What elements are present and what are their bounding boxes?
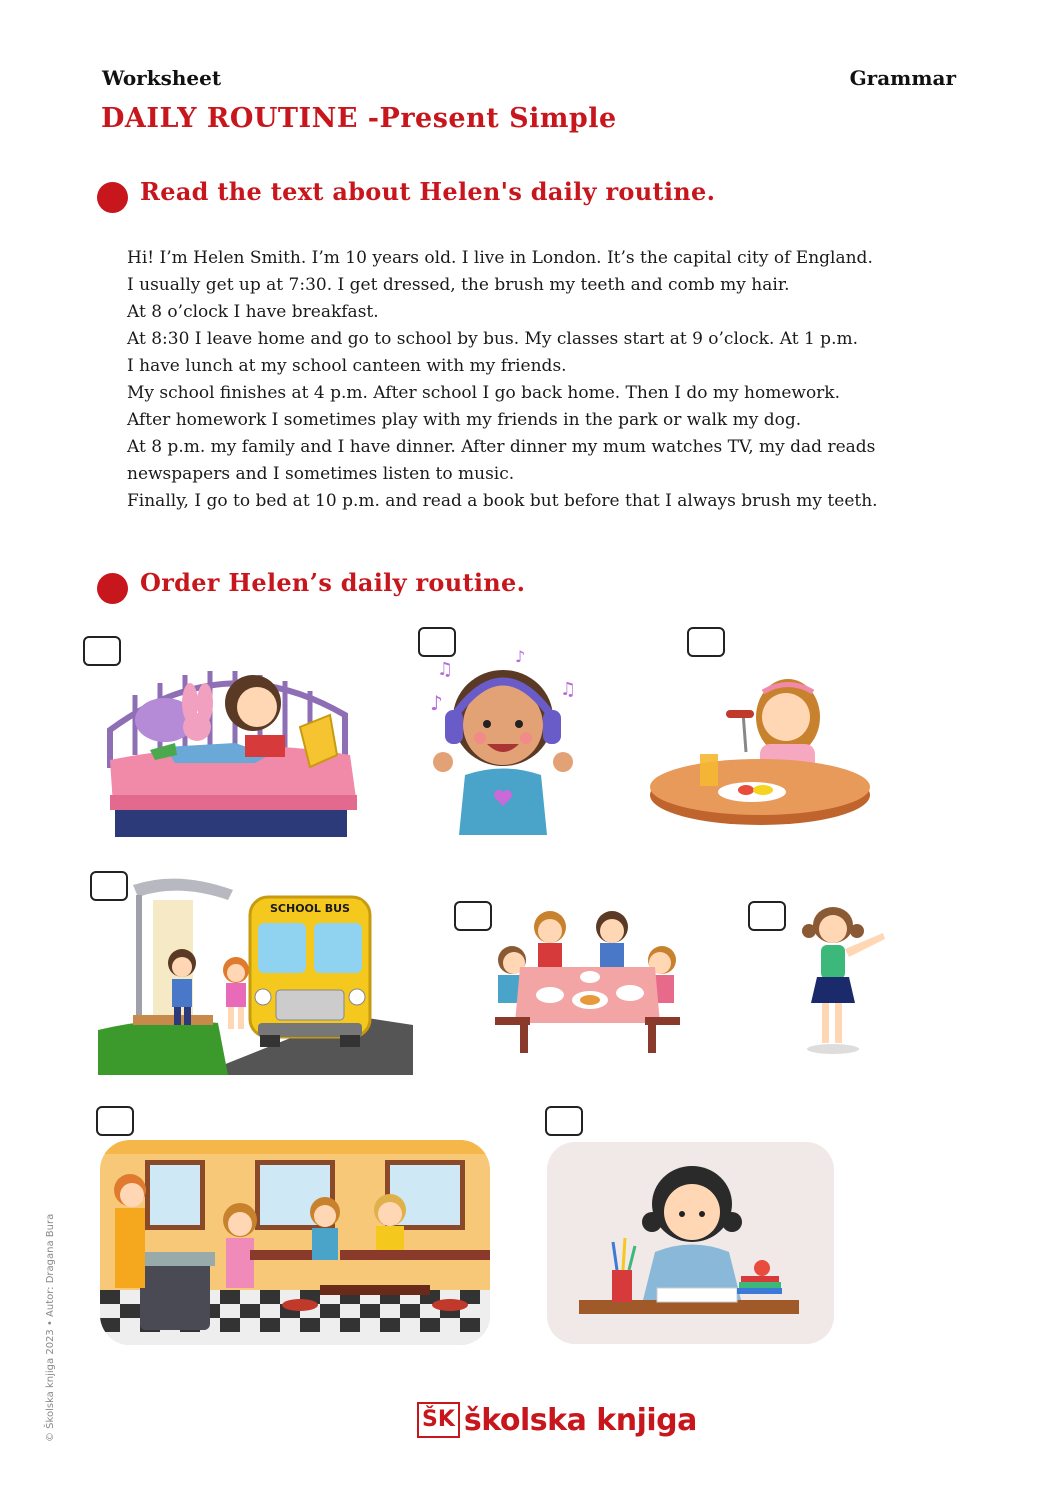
reading-text xyxy=(127,245,878,515)
text-line: At 8 p.m. my family and I have dinner. After dinner my mum watches TV, my dad reads xyxy=(127,437,876,457)
girl-with-headphones-illustration xyxy=(425,650,580,835)
girl-eating-breakfast-illustration xyxy=(648,672,873,832)
answer-box[interactable] xyxy=(545,1106,583,1136)
svg-text:♫: ♫ xyxy=(437,659,454,680)
svg-text:♫: ♫ xyxy=(560,679,577,700)
answer-box[interactable] xyxy=(687,627,725,657)
copyright-text: © Školska knjiga 2023 • Autor: Dragana Bura xyxy=(45,1213,56,1442)
girl-waving-illustration xyxy=(795,905,890,1055)
text-line: Hi! I’m Helen Smith. I’m 10 years old. I live in London. It’s the capital city of England. xyxy=(127,248,873,268)
logo-mark-icon: ŠK xyxy=(417,1402,460,1438)
family-dinner-illustration xyxy=(490,905,685,1060)
text-line: I usually get up at 7:30. I get dressed, the brush my teeth and comb my hair. xyxy=(127,275,790,295)
girl-doing-homework-illustration xyxy=(547,1142,834,1344)
text-line: I have lunch at my school canteen with my friends. xyxy=(127,356,567,376)
answer-box[interactable] xyxy=(96,1106,134,1136)
page-title: DAILY ROUTINE -Present Simple xyxy=(101,103,617,134)
school-canteen-illustration xyxy=(100,1140,490,1345)
bullet-dot-icon xyxy=(97,573,128,604)
worksheet-label: Worksheet xyxy=(102,66,222,90)
text-line: At 8:30 I leave home and go to school by bus. My classes start at 9 o’clock. At 1 p.m. xyxy=(127,329,858,349)
text-line: After homework I sometimes play with my friends in the park or walk my dog. xyxy=(127,410,802,430)
bus-sign-text: SCHOOL BUS xyxy=(270,902,350,915)
publisher-logo xyxy=(417,1402,697,1438)
answer-box[interactable] xyxy=(748,901,786,931)
girl-reading-in-bed-illustration xyxy=(105,655,360,840)
text-line: newspapers and I sometimes listen to music. xyxy=(127,464,515,484)
text-line: Finally, I go to bed at 10 p.m. and read a book but before that I always brush my teeth. xyxy=(127,491,878,511)
svg-text:♪: ♪ xyxy=(515,650,526,666)
svg-text:♪: ♪ xyxy=(430,691,443,715)
school-bus-stop-illustration xyxy=(98,875,413,1075)
grammar-label: Grammar xyxy=(849,66,956,90)
section-heading-read: Read the text about Helen's daily routine. xyxy=(140,177,716,206)
answer-box[interactable] xyxy=(454,901,492,931)
text-line: At 8 o’clock I have breakfast. xyxy=(127,302,379,322)
logo-text: školska knjiga xyxy=(463,1402,697,1438)
text-line: My school finishes at 4 p.m. After school I go back home. Then I do my homework. xyxy=(127,383,841,403)
bullet-dot-icon xyxy=(97,182,128,213)
section-heading-order: Order Helen’s daily routine. xyxy=(140,568,526,597)
